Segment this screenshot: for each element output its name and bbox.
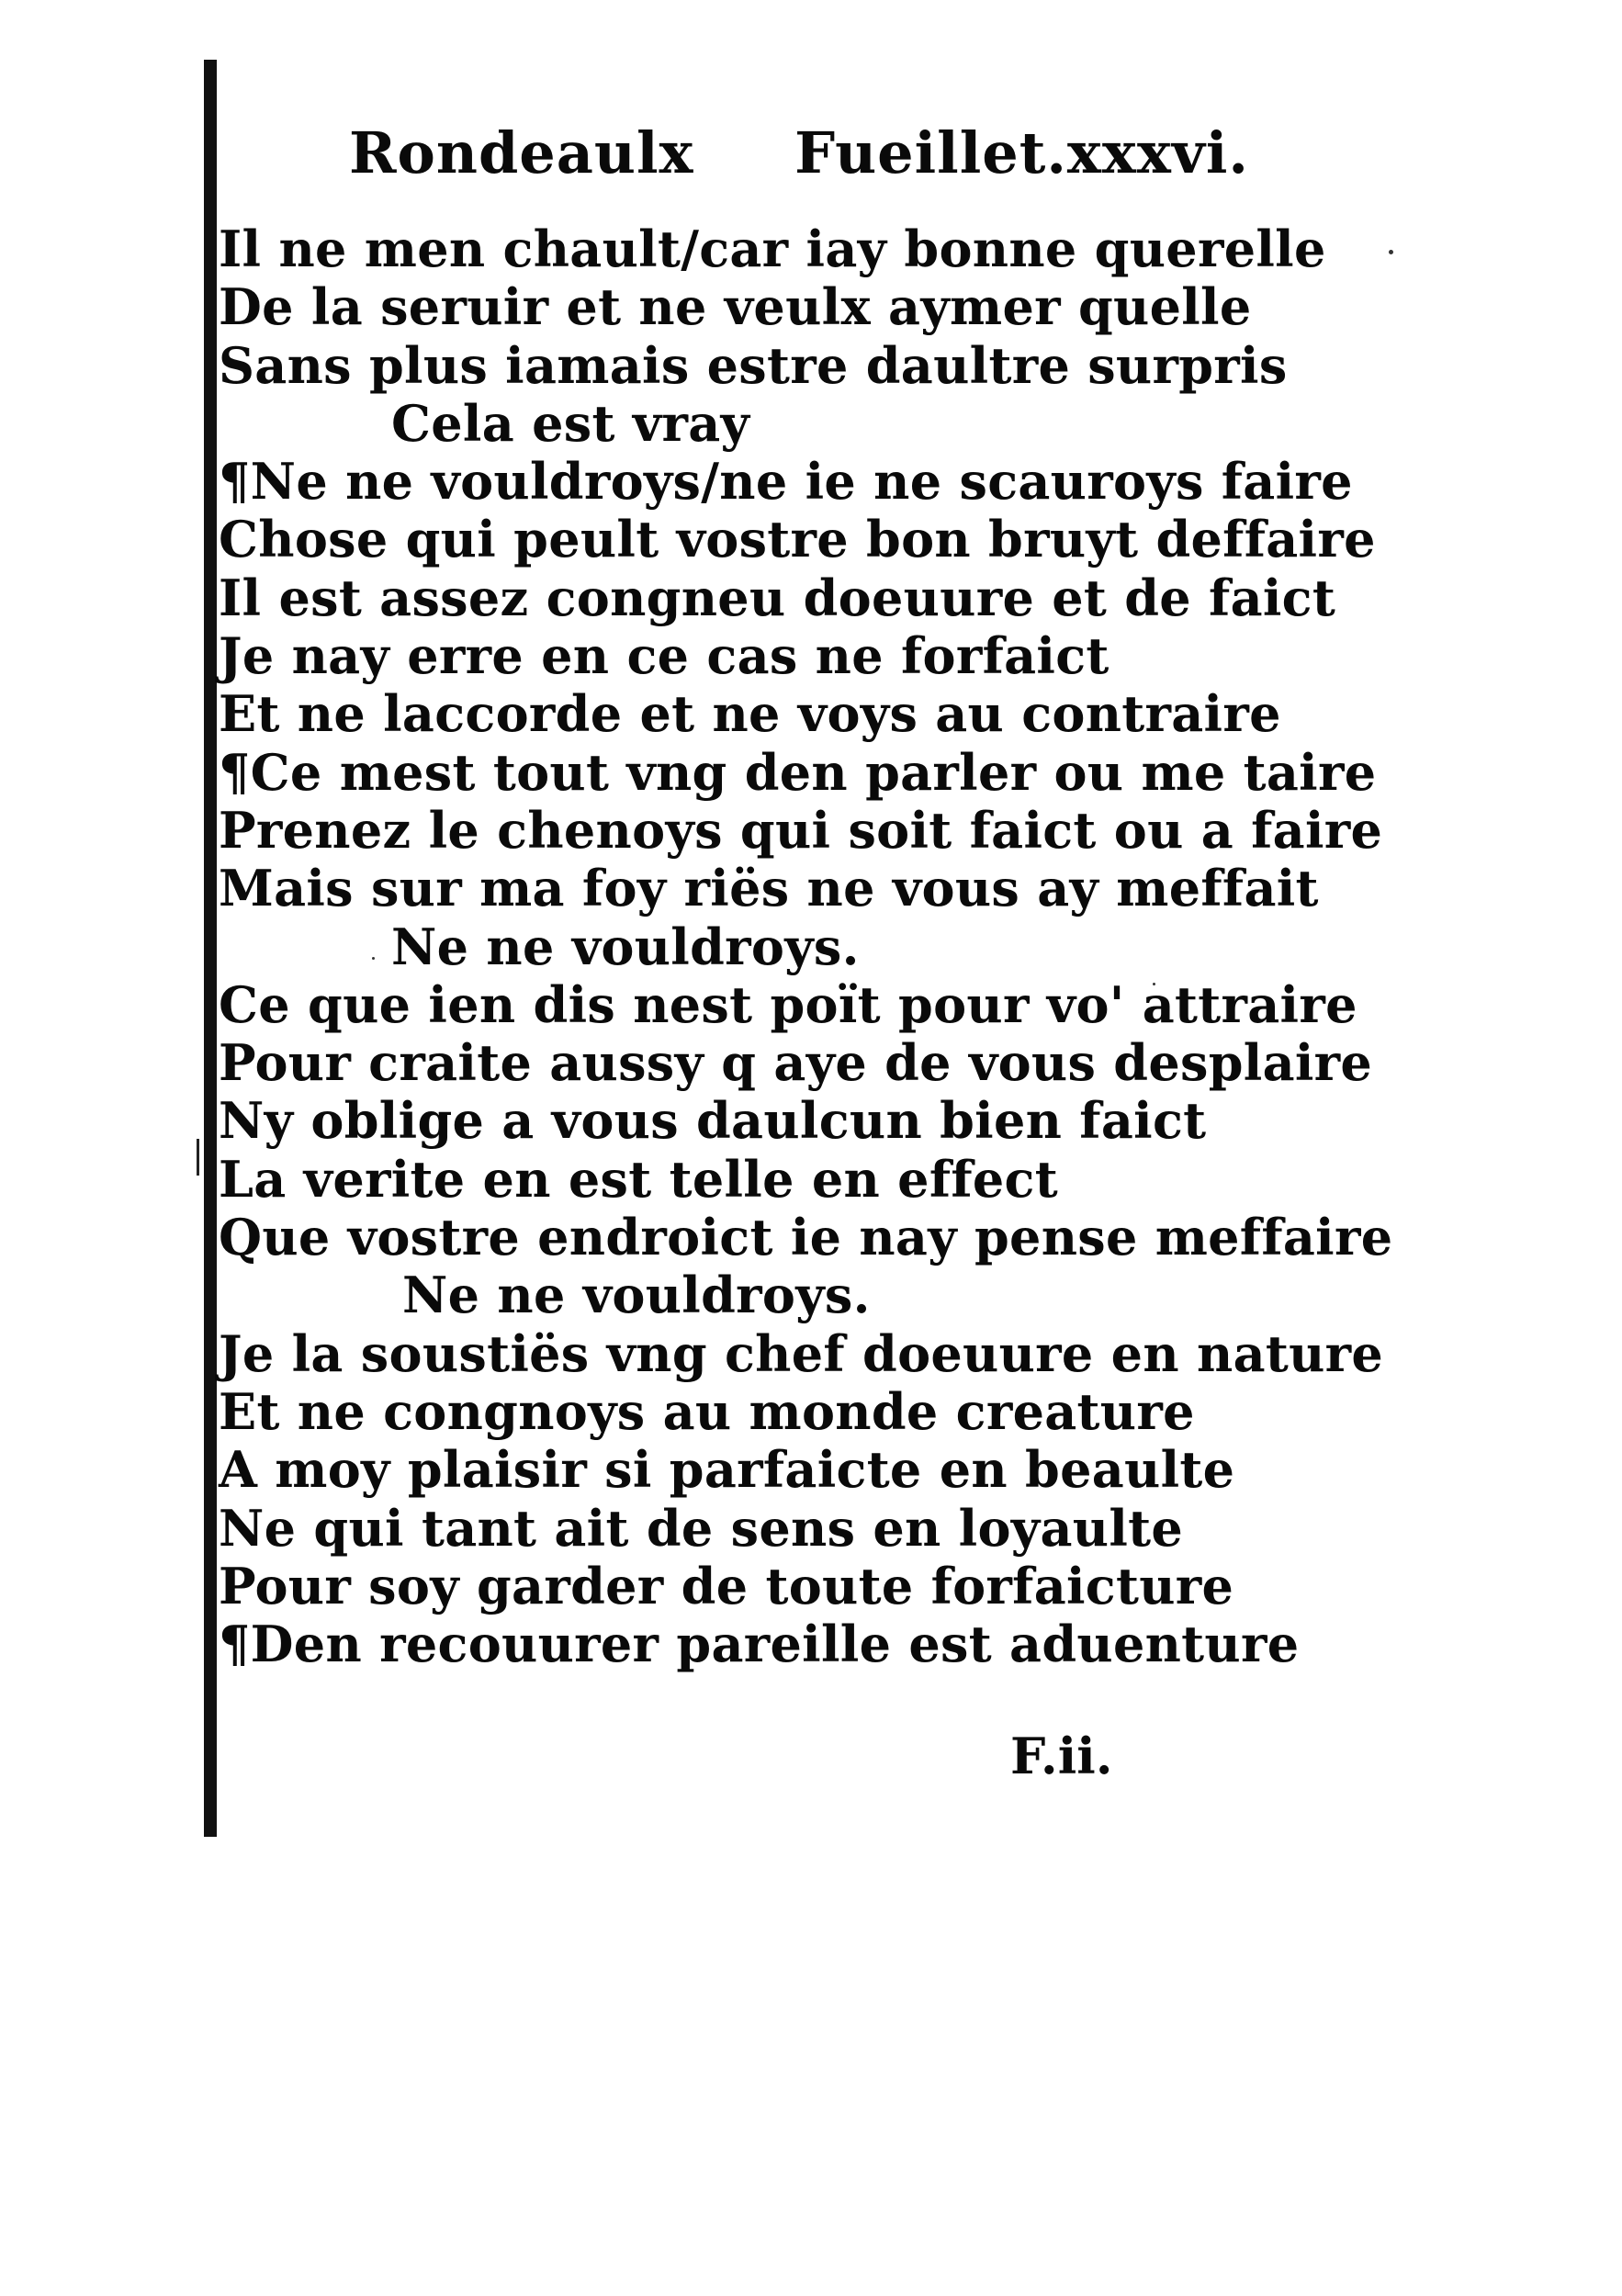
verse-line: Et ne congnoys au monde creature: [219, 1381, 1195, 1441]
verse-line: De la seruir et ne veulx aymer quelle: [219, 277, 1252, 337]
binding-edge-mark: [197, 1139, 199, 1176]
verse-line: Ce que ien dis nest poït pour vo' attraire: [219, 974, 1357, 1034]
verse-block: [219, 219, 1393, 1674]
refrain-line: Ne ne vouldroys.: [391, 917, 860, 976]
signature-mark: F.ii.: [1010, 1727, 1113, 1785]
verse-line: Pour craite aussy q aye de vous desplaire: [219, 1033, 1373, 1093]
verse-line: Ne qui tant ait de sens en loyaulte: [219, 1498, 1184, 1558]
verse-line: La verite en est telle en effect: [219, 1149, 1058, 1209]
verse-line: Il est assez congneu doeuure et de faict: [219, 568, 1336, 627]
verse-line: Je nay erre en ce cas ne forfaict: [219, 626, 1109, 686]
binding-edge-line: [204, 60, 217, 1837]
running-head: [349, 119, 1249, 193]
verse-line: Chose qui peult vostre bon bruyt deffaire: [219, 510, 1376, 569]
verse-line: A moy plaisir si parfaicte en beaulte: [219, 1440, 1235, 1500]
verse-line: Que vostre endroict ie nay pense meffaire: [219, 1208, 1393, 1267]
verse-line: ¶Ce mest tout vng den parler ou me taire: [219, 742, 1377, 802]
verse-line: ¶Ne ne vouldroys/ne ie ne scauroys faire: [219, 452, 1353, 512]
verse-line: Il ne men chault/car iay bonne querelle: [219, 219, 1326, 278]
refrain-line: Cela est vray: [391, 393, 750, 453]
ink-speck: [1389, 250, 1393, 254]
folio-number: Fueillet.xxxvi.: [794, 119, 1249, 186]
verse-line: Je la soustiës vng chef doeuure en nature: [219, 1323, 1384, 1383]
refrain-line: Ne ne vouldroys.: [402, 1266, 871, 1325]
verse-line: ¶Den recouurer pareille est aduenture: [219, 1615, 1300, 1674]
running-head-title: Rondeaulx: [349, 119, 694, 186]
verse-line: Mais sur ma foy riës ne vous ay meffait: [219, 859, 1319, 918]
verse-line: Sans plus iamais estre daultre surpris: [219, 335, 1288, 395]
verse-line: Prenez le chenoys qui soit faict ou a faire: [219, 800, 1383, 860]
verse-line: Ny oblige a vous daulcun bien faict: [219, 1091, 1207, 1151]
verse-line: Pour soy garder de toute forfaicture: [219, 1556, 1234, 1615]
verse-line: Et ne laccorde et ne voys au contraire: [219, 684, 1281, 744]
